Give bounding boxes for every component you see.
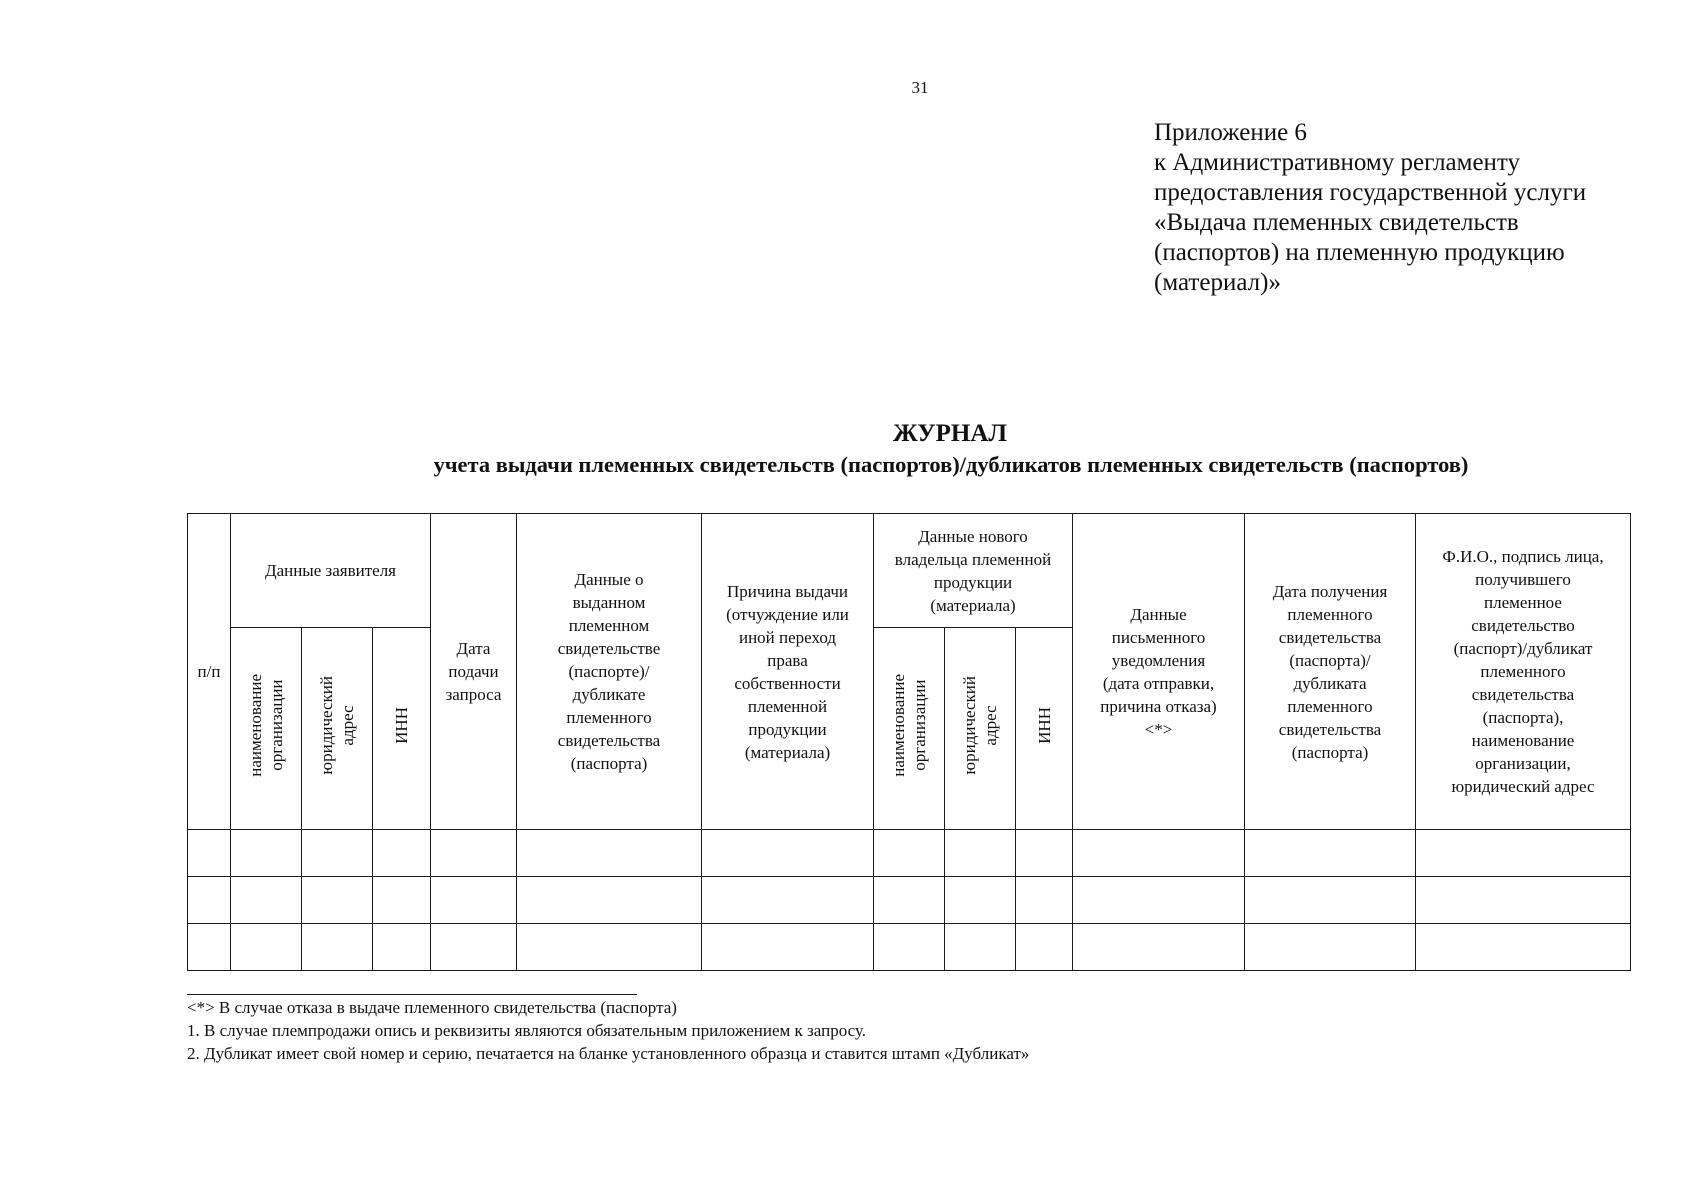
footnote-line: 1. В случае племпродажи опись и реквизиты являются обязательным приложением к запросу. [187, 1021, 866, 1040]
table-cell [1073, 877, 1245, 924]
new-owner-org-label: наименование организации [889, 674, 929, 777]
table-cell [1245, 830, 1416, 877]
table-cell [874, 830, 945, 877]
table-cell [188, 924, 231, 971]
table-cell [431, 924, 517, 971]
header-recipient-info: Ф.И.О., подпись лица, получившего племенное свидетельство (паспорт)/дубликат племенного свидетельства (паспорта), наименование организации, юридический адрес [1416, 514, 1631, 830]
table-cell [188, 877, 231, 924]
header-applicant-address [302, 628, 373, 830]
new-owner-inn-label: ИНН [1034, 707, 1054, 744]
new-owner-address-label: юридический адрес [960, 676, 1000, 775]
footnote-line: 2. Дубликат имеет свой номер и серию, печатается на бланке установленного образца и ставится штамп «Дубликат» [187, 1044, 1030, 1063]
table-cell [231, 924, 302, 971]
table-cell [517, 830, 702, 877]
table-cell [231, 830, 302, 877]
appendix-line: (паспортов) на племенную продукцию [1154, 239, 1565, 266]
table-cell [517, 877, 702, 924]
table-row [188, 924, 1631, 971]
table-cell [373, 924, 431, 971]
table-cell [1245, 924, 1416, 971]
journal-table [187, 513, 1631, 971]
header-new-owner-org [874, 628, 945, 830]
table-cell [1245, 877, 1416, 924]
table-cell [1416, 830, 1631, 877]
appendix-line: Приложение 6 [1154, 119, 1307, 146]
table-cell [1016, 877, 1073, 924]
appendix-line: предоставления государственной услуги [1154, 179, 1587, 206]
header-request-date: Дата подачи запроса [431, 514, 517, 830]
journal-subtitle: учета выдачи племенных свидетельств (паспортов)/дубликатов племенных свидетельств (паспортов) [433, 452, 1469, 477]
table-cell [517, 924, 702, 971]
table-cell [702, 877, 874, 924]
table-cell [874, 877, 945, 924]
table-cell [373, 877, 431, 924]
table-cell [874, 924, 945, 971]
table-cell [231, 877, 302, 924]
header-applicant-inn [373, 628, 431, 830]
table-cell [945, 877, 1016, 924]
table-cell [188, 830, 231, 877]
table-cell [431, 830, 517, 877]
footnotes [187, 996, 1029, 1065]
appendix-line: (материал)» [1154, 269, 1281, 296]
footnote-divider [187, 994, 637, 995]
table-cell [1016, 924, 1073, 971]
applicant-address-label: юридический адрес [317, 676, 357, 775]
footnote-line: <*> В случае отказа в выдаче племенного свидетельства (паспорта) [187, 998, 677, 1017]
table-cell [945, 924, 1016, 971]
header-certificate-data: Данные о выданном племенном свидетельстве (паспорте)/ дубликате племенного свидетельства (паспорта) [517, 514, 702, 830]
journal-title: ЖУРНАЛ [892, 420, 1008, 447]
appendix-reference [1154, 118, 1674, 298]
table-cell [302, 830, 373, 877]
header-applicant-org [231, 628, 302, 830]
table-cell [373, 830, 431, 877]
table-row [188, 830, 1631, 877]
table-cell [1073, 924, 1245, 971]
table-cell [431, 877, 517, 924]
appendix-line: «Выдача племенных свидетельств [1154, 209, 1519, 236]
table-cell [1416, 924, 1631, 971]
table-cell [702, 830, 874, 877]
applicant-org-label: наименование организации [246, 674, 286, 777]
page-number: 31 [911, 78, 929, 97]
table-cell [702, 924, 874, 971]
table-cell [1016, 830, 1073, 877]
appendix-line: к Административному регламенту [1154, 149, 1521, 176]
journal-body [188, 830, 1631, 971]
table-cell [1073, 830, 1245, 877]
table-cell [945, 830, 1016, 877]
header-pp: п/п [188, 514, 231, 830]
table-cell [1416, 877, 1631, 924]
table-cell [302, 924, 373, 971]
header-new-owner-group: Данные нового владельца племенной продукции (материала) [874, 514, 1073, 628]
header-applicant-group: Данные заявителя [231, 514, 431, 628]
header-new-owner-address [945, 628, 1016, 830]
header-written-notice: Данные письменного уведомления (дата отправки, причина отказа) <*> [1073, 514, 1245, 830]
header-receipt-date: Дата получения племенного свидетельства (паспорта)/ дубликата племенного свидетельства (паспорта) [1245, 514, 1416, 830]
header-new-owner-inn [1016, 628, 1073, 830]
header-issue-reason: Причина выдачи (отчуждение или иной переход права собственности племенной продукции (материала) [702, 514, 874, 830]
applicant-inn-label: ИНН [392, 707, 411, 744]
table-cell [302, 877, 373, 924]
table-row [188, 877, 1631, 924]
